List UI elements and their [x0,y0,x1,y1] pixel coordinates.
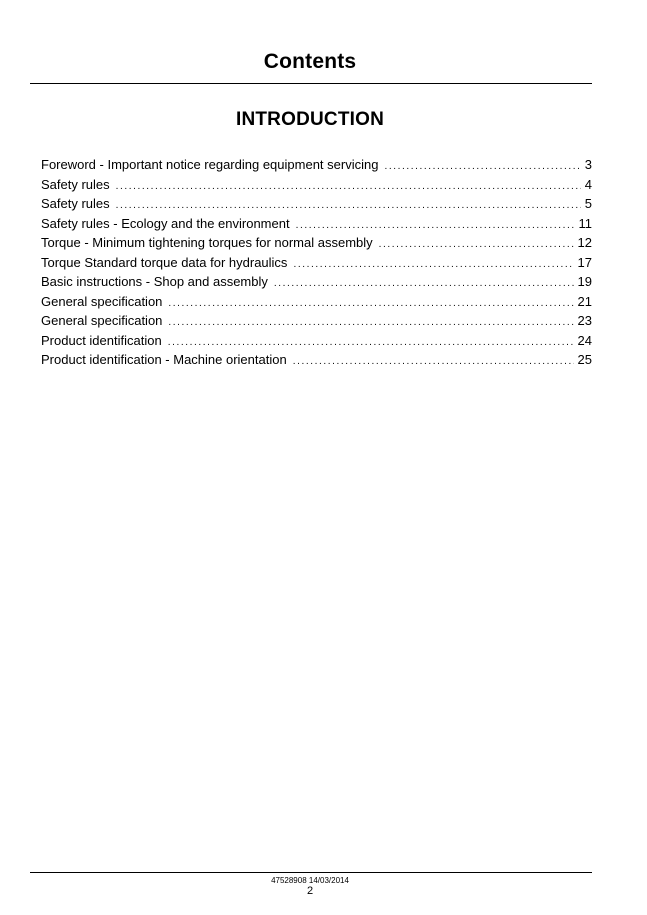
toc-leader-dots [293,259,573,270]
footer-divider [30,872,592,873]
toc-entry-page: 11 [578,215,592,231]
toc-leader-dots [168,298,573,309]
toc-entry-label: Safety rules [41,176,110,192]
toc-entry-safety-rules-ecology[interactable] [41,216,592,236]
toc-entry-general-specification[interactable] [41,313,592,333]
toc-leader-dots [293,356,574,367]
toc-leader-dots [168,317,573,328]
toc-entry-label: General specification [41,293,163,309]
toc-leader-dots [274,278,574,289]
toc-leader-dots [384,161,580,172]
toc-entry-page: 3 [584,157,592,172]
toc-entry-page: 21 [577,293,592,309]
toc-entry-label: Safety rules - Ecology and the environment [41,215,290,231]
toc-entry-page: 4 [584,176,592,192]
footer-document-reference: 47528908 14/03/2014 [271,876,349,885]
toc-entry-safety-rules[interactable] [41,177,592,197]
toc-entry-label: Product identification - Machine orientation [41,352,287,367]
toc-entry-safety-rules[interactable] [41,196,592,216]
header-divider [30,83,592,84]
toc-entry-label: Product identification [41,332,162,348]
toc-entry-label: Torque Standard torque data for hydraulics [41,254,288,270]
toc-entry-page: 17 [577,254,592,270]
toc-leader-dots [379,239,574,250]
table-of-contents [41,157,592,372]
toc-entry-foreword[interactable] [41,157,592,177]
toc-entry-label: Basic instructions - Shop and assembly [41,274,268,289]
section-heading: INTRODUCTION [235,109,385,130]
page-title: Contents [263,50,357,73]
toc-entry-general-specification[interactable] [41,294,592,314]
toc-entry-page: 23 [577,313,592,328]
toc-entry-page: 24 [577,332,592,348]
toc-entry-page: 19 [577,274,592,289]
toc-entry-basic-instructions[interactable] [41,274,592,294]
toc-entry-label: Safety rules [41,196,110,211]
toc-entry-machine-orientation[interactable] [41,352,592,372]
toc-entry-product-identification[interactable] [41,333,592,353]
toc-entry-label: Foreword - Important notice regarding equipment servicing [41,157,379,172]
toc-entry-page: 5 [584,196,592,211]
toc-entry-page: 25 [577,352,592,367]
toc-entry-torque-minimum[interactable] [41,235,592,255]
toc-leader-dots [116,200,581,211]
toc-leader-dots [296,220,575,231]
toc-leader-dots [116,181,581,192]
footer-page-number: 2 [306,885,314,897]
toc-entry-label: Torque - Minimum tightening torques for normal assembly [41,235,373,250]
toc-leader-dots [168,337,574,348]
toc-entry-torque-hydraulics[interactable] [41,255,592,275]
toc-entry-page: 12 [577,235,592,250]
toc-entry-label: General specification [41,313,163,328]
